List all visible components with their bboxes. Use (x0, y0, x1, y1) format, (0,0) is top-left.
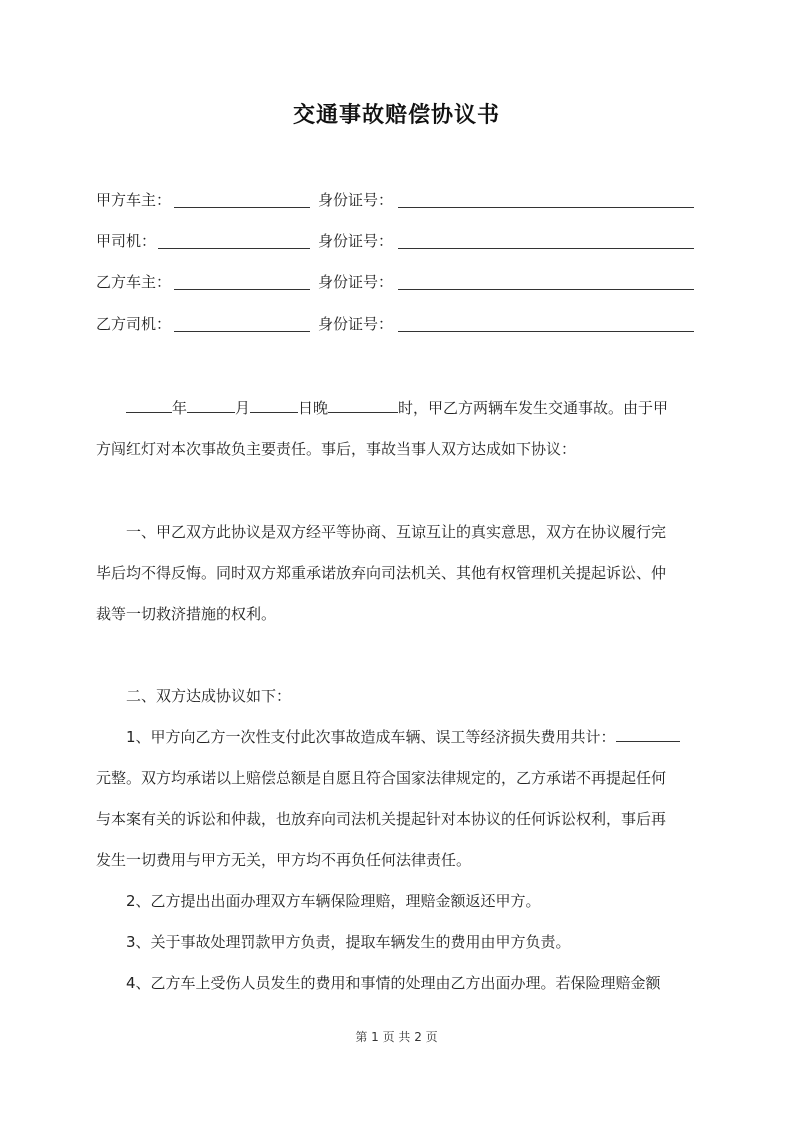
name-blank-line (174, 289, 310, 290)
clause-two-heading: 二、双方达成协议如下： (126, 687, 292, 705)
clause-one-line-2: 毕后均不得反悔。同时双方郑重承诺放弃向司法机关、其他有权管理机关提起诉讼、仲 (96, 564, 667, 582)
id-blank-line (398, 207, 694, 208)
intro-text-1: 时，甲乙方两辆车发生交通事故。由于甲 (398, 399, 669, 417)
id-label: 身份证号： (318, 273, 394, 291)
name-blank-line (158, 248, 310, 249)
id-label: 身份证号： (318, 191, 394, 209)
clause-one-line-3: 裁等一切救济措施的权利。 (96, 605, 277, 623)
item-3: 3、关于事故处理罚款甲方负责，提取车辆发生的费用由甲方负责。 (126, 933, 571, 951)
id-blank-line (398, 248, 694, 249)
name-blank-line (174, 331, 310, 332)
clause-one (96, 512, 699, 635)
id-blank-line (398, 289, 694, 290)
id-label: 身份证号： (318, 315, 394, 333)
item-1-line-4: 发生一切费用与甲方无关，甲方均不再负任何法律责任。 (96, 851, 472, 869)
party-row-a-driver (96, 230, 696, 254)
id-label: 身份证号： (318, 232, 394, 250)
item-1-line-3: 与本案有关的诉讼和仲裁，也放弃向司法机关提起针对本协议的任何诉讼权利，事后再 (96, 810, 667, 828)
intro-text-2: 方闯红灯对本次事故负主要责任。事后，事故当事人双方达成如下协议： (96, 440, 577, 458)
document-title: 交通事故赔偿协议书 (292, 102, 500, 128)
party-label: 甲司机： (96, 232, 157, 250)
party-row-a-owner (96, 189, 696, 213)
month-label: 月 (235, 399, 251, 417)
item-1-line-2: 元整。双方均承诺以上赔偿总额是自愿且符合国家法律规定的，乙方承诺不再提起任何 (96, 769, 667, 787)
day-label: 日晚 (298, 399, 329, 417)
item-4: 4、乙方车上受伤人员发生的费用和事情的处理由乙方出面办理。若保险理赔金额 (126, 974, 661, 992)
name-blank-line (174, 207, 310, 208)
intro-paragraph (96, 388, 699, 470)
party-label: 甲方车主： (96, 191, 172, 209)
party-label: 乙方车主： (96, 273, 172, 291)
amount-blank (616, 725, 680, 742)
hour-blank (328, 396, 398, 413)
id-blank-line (398, 331, 694, 332)
clause-one-line-1: 一、甲乙双方此协议是双方经平等协商、互谅互让的真实意思，双方在协议履行完 (126, 523, 667, 541)
year-label: 年 (172, 399, 188, 417)
party-label: 乙方司机： (96, 315, 172, 333)
page-footer: 第 1 页 共 2 页 (355, 1030, 438, 1044)
month-blank (187, 396, 235, 413)
item-2: 2、乙方提出出面办理双方车辆保险理赔，理赔金额返还甲方。 (126, 892, 541, 910)
year-blank (126, 396, 172, 413)
item-1-line-1: 1、甲方向乙方一次性支付此次事故造成车辆、误工等经济损失费用共计： (126, 728, 616, 746)
party-row-b-owner (96, 271, 696, 295)
day-blank (250, 396, 298, 413)
party-row-b-driver (96, 313, 696, 337)
clause-two (96, 676, 699, 1004)
